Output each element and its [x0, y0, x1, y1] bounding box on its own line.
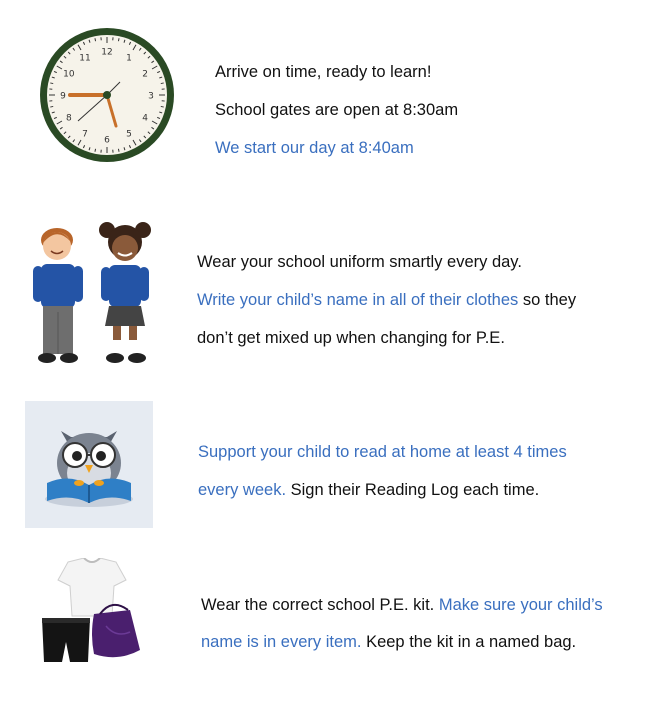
children-image [25, 218, 165, 370]
clock-number: 1 [126, 53, 132, 64]
text-run: every week. [198, 481, 287, 499]
clock-number: 10 [63, 69, 75, 80]
section-3-line-2 [198, 480, 539, 500]
pe-kit-image [40, 558, 144, 670]
clock-number: 7 [82, 129, 88, 140]
clock-image [38, 26, 176, 164]
clock-tick [161, 83, 164, 84]
clock-number: 12 [101, 47, 113, 58]
text-run: Write your child’s name in all of their clothes [197, 291, 519, 309]
text-run: Wear the correct school P.E. kit. [201, 596, 439, 614]
clock-number: 3 [148, 91, 154, 102]
clock-number: 4 [142, 113, 148, 124]
clock-tick [50, 106, 53, 107]
section-2-line-2 [197, 290, 576, 310]
text-run: name is in every item. [201, 633, 362, 651]
clock-tick [161, 106, 164, 107]
section-4-line-1 [201, 595, 603, 615]
clock-tick [118, 38, 119, 41]
clock-tick [95, 149, 96, 152]
text-run: Wear your school uniform smartly every day. [197, 253, 522, 271]
text-run: don’t get mixed up when changing for P.E. [197, 329, 505, 347]
section-1-line-3 [215, 138, 414, 158]
section-2-line-1 [197, 252, 522, 272]
owl-image [25, 401, 153, 528]
text-run: Make sure your child’s [438, 596, 603, 614]
section-1-line-1 [215, 62, 431, 82]
text-run: School gates are open at 8:30am [215, 101, 459, 119]
children-in-uniform-icon [25, 218, 165, 370]
clock-tick [50, 83, 53, 84]
section-2-line-3 [197, 328, 505, 348]
text-run: Support your child to read at home at least 4 times [198, 443, 567, 461]
text-run: so they [518, 291, 577, 309]
clock-number: 11 [79, 53, 91, 64]
clock-number: 5 [126, 129, 132, 140]
clock-number: 2 [142, 69, 148, 80]
text-run: Arrive on time, ready to learn! [215, 63, 432, 81]
clock-tick [95, 38, 96, 41]
reading-owl-icon [25, 401, 153, 528]
section-1-line-2 [215, 100, 458, 120]
clock-tick [118, 149, 119, 152]
section-3-line-1 [198, 442, 567, 462]
clock-icon [38, 26, 176, 164]
clock-number: 9 [60, 91, 66, 102]
section-4-line-2 [201, 632, 576, 652]
pe-kit-icon [40, 558, 144, 670]
clock-number: 8 [66, 113, 72, 124]
text-run: Sign their Reading Log each time. [286, 481, 540, 499]
clock-number: 6 [104, 135, 110, 146]
text-run: Keep the kit in a named bag. [361, 633, 577, 651]
text-run: We start our day at 8:40am [215, 139, 414, 157]
